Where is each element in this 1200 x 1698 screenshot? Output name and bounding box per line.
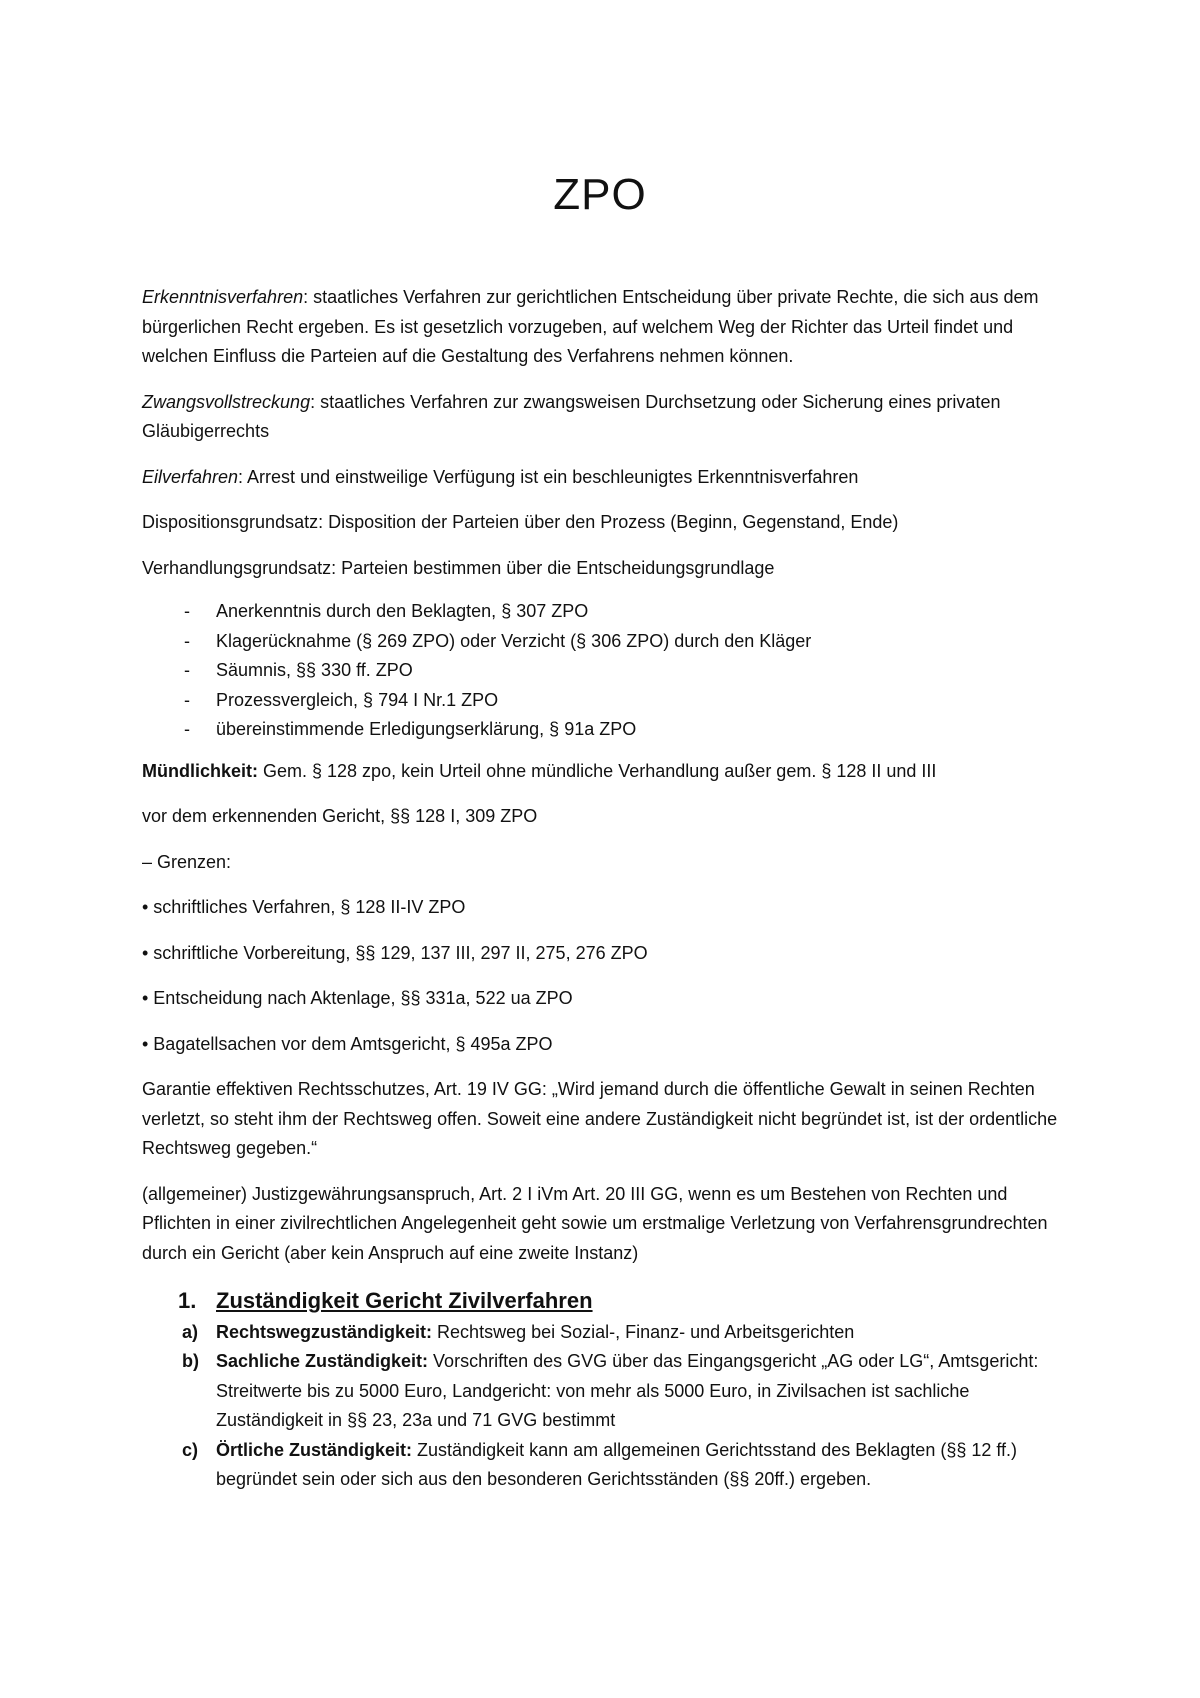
dash-marker: - xyxy=(184,601,190,621)
dash-marker: - xyxy=(184,630,190,651)
label-muendlichkeit: Mündlichkeit: xyxy=(142,760,258,781)
paragraph-justizgewaehrungsanspruch: (allgemeiner) Justizgewährungsanspruch, Art. 2 I iVm Art. 20 III GG, wenn es um Bestehen von Rechten und Pflichten in einer zivilrechtlichen Angelegenheit geht sowie um erstmalige Verletzung von Verfahrensgrundrechten durch ein Gericht (aber kein Anspruch auf eine zweite Instanz) xyxy=(142,1183,1048,1263)
section-list-item xyxy=(142,1347,1062,1436)
paragraph-verhandlungsgrundsatz: Verhandlungsgrundsatz: Parteien bestimmen über die Entscheidungsgrundlage xyxy=(142,557,775,578)
paragraph-garantie: Garantie effektiven Rechtsschutzes, Art. 19 IV GG: „Wird jemand durch die öffentliche Gewalt in seinen Rechten verletzt, so steht ihm der Rechtsweg offen. Soweit eine andere Zuständigkeit nicht begründet ist, ist der ordentliche Rechtsweg gegeben.“ xyxy=(142,1079,1058,1158)
document-title: ZPO xyxy=(553,170,647,219)
list-item: - Anerkenntnis durch den Beklagten, § 307 ZPO xyxy=(142,597,1062,627)
item-marker: a) xyxy=(182,1321,199,1342)
item-text: Rechtsweg bei Sozial-, Finanz- und Arbeitsgerichten xyxy=(432,1321,855,1342)
item-label: Rechtswegzuständigkeit: xyxy=(216,1321,433,1342)
paragraph-dispositionsgrundsatz: Dispositionsgrundsatz: Disposition der Parteien über den Prozess (Beginn, Gegenstand, Ende) xyxy=(142,512,899,532)
section-title: Zuständigkeit Gericht Zivilverfahren xyxy=(216,1288,593,1313)
item-label: Sachliche Zuständigkeit: xyxy=(216,1351,429,1371)
paragraph-muendlichkeit: Mündlichkeit: Gem. § 128 zpo, kein Urteil ohne mündliche Verhandlung außer gem. § 128 II und III xyxy=(142,760,937,781)
bullet-item: • Entscheidung nach Aktenlage, §§ 331a, 522 ua ZPO xyxy=(142,988,573,1008)
section-heading xyxy=(142,1286,1062,1316)
paragraph-zwangsvollstreckung xyxy=(142,388,1062,447)
section-list-item xyxy=(142,1318,1062,1348)
item-text: Vorschriften des GVG über das Eingangsgericht „AG oder LG“, Amtsgericht: Streitwerte bis zu 5000 Euro, Landgericht: von mehr als 5000 Euro, in Zivilsachen ist sachliche Zuständigkeit in §§ 23, 23a und 71 GVG bestimmt xyxy=(216,1351,1039,1430)
item-marker: b) xyxy=(182,1351,199,1371)
list-item: - Prozessvergleich, § 794 I Nr.1 ZPO xyxy=(142,686,1062,716)
dash-marker: - xyxy=(184,719,190,739)
item-label: Örtliche Zuständigkeit: xyxy=(216,1439,413,1460)
section-number: 1. xyxy=(178,1288,197,1313)
definition-zwangsvollstreckung: : staatliches Verfahren zur zwangsweisen Durchsetzung oder Sicherung eines privaten Gläubigerrechts xyxy=(142,391,1001,441)
dash-marker: - xyxy=(184,660,190,680)
item-text: Zuständigkeit kann am allgemeinen Gerichtsstand des Beklagten (§§ 12 ff.) begründet sein oder sich aus den besonderen Gerichtsständen (§§ 20ff.) ergeben. xyxy=(216,1439,1018,1489)
dash-marker: - xyxy=(184,689,190,710)
paragraph-erkennendes-gericht: vor dem erkennenden Gericht, §§ 128 I, 309 ZPO xyxy=(142,806,538,826)
list-item: - übereinstimmende Erledigungserklärung, § 91a ZPO xyxy=(142,715,1062,745)
item-marker: c) xyxy=(182,1439,199,1460)
list-item: - Säumnis, §§ 330 ff. ZPO xyxy=(142,656,1062,686)
document-body xyxy=(142,283,1062,1495)
section-list xyxy=(142,1318,1062,1495)
definition-erkenntnisverfahren: : staatliches Verfahren zur gerichtlichen Entscheidung über private Rechte, die sich aus dem bürgerlichen Recht ergeben. Es ist gesetzlich vorzugeben, auf welchem Weg der Richter das Urteil findet und welchen Einfluss die Parteien auf die Gestaltung des Verfahrens nehmen können. xyxy=(142,287,1039,366)
bullet-item: • schriftliche Vorbereitung, §§ 129, 137 III, 297 II, 275, 276 ZPO xyxy=(142,942,648,963)
paragraph-grenzen: – Grenzen: xyxy=(142,851,232,872)
term-erkenntnisverfahren: Erkenntnisverfahren xyxy=(142,287,304,307)
bullet-item: • Bagatellsachen vor dem Amtsgericht, § 495a ZPO xyxy=(142,1033,553,1054)
list-item: - Klagerücknahme (§ 269 ZPO) oder Verzicht (§ 306 ZPO) durch den Kläger xyxy=(142,627,1062,657)
definition-eilverfahren: : Arrest und einstweilige Verfügung ist ein beschleunigtes Erkenntnisverfahren xyxy=(238,466,859,487)
bullet-item: • schriftliches Verfahren, § 128 II-IV ZPO xyxy=(142,897,466,917)
section-list-item xyxy=(142,1436,1062,1495)
term-zwangsvollstreckung: Zwangsvollstreckung xyxy=(142,391,311,412)
paragraph-erkenntnisverfahren xyxy=(142,283,1062,372)
paragraph-eilverfahren xyxy=(142,463,1062,493)
term-eilverfahren: Eilverfahren xyxy=(142,466,239,487)
dash-list xyxy=(142,597,1062,745)
